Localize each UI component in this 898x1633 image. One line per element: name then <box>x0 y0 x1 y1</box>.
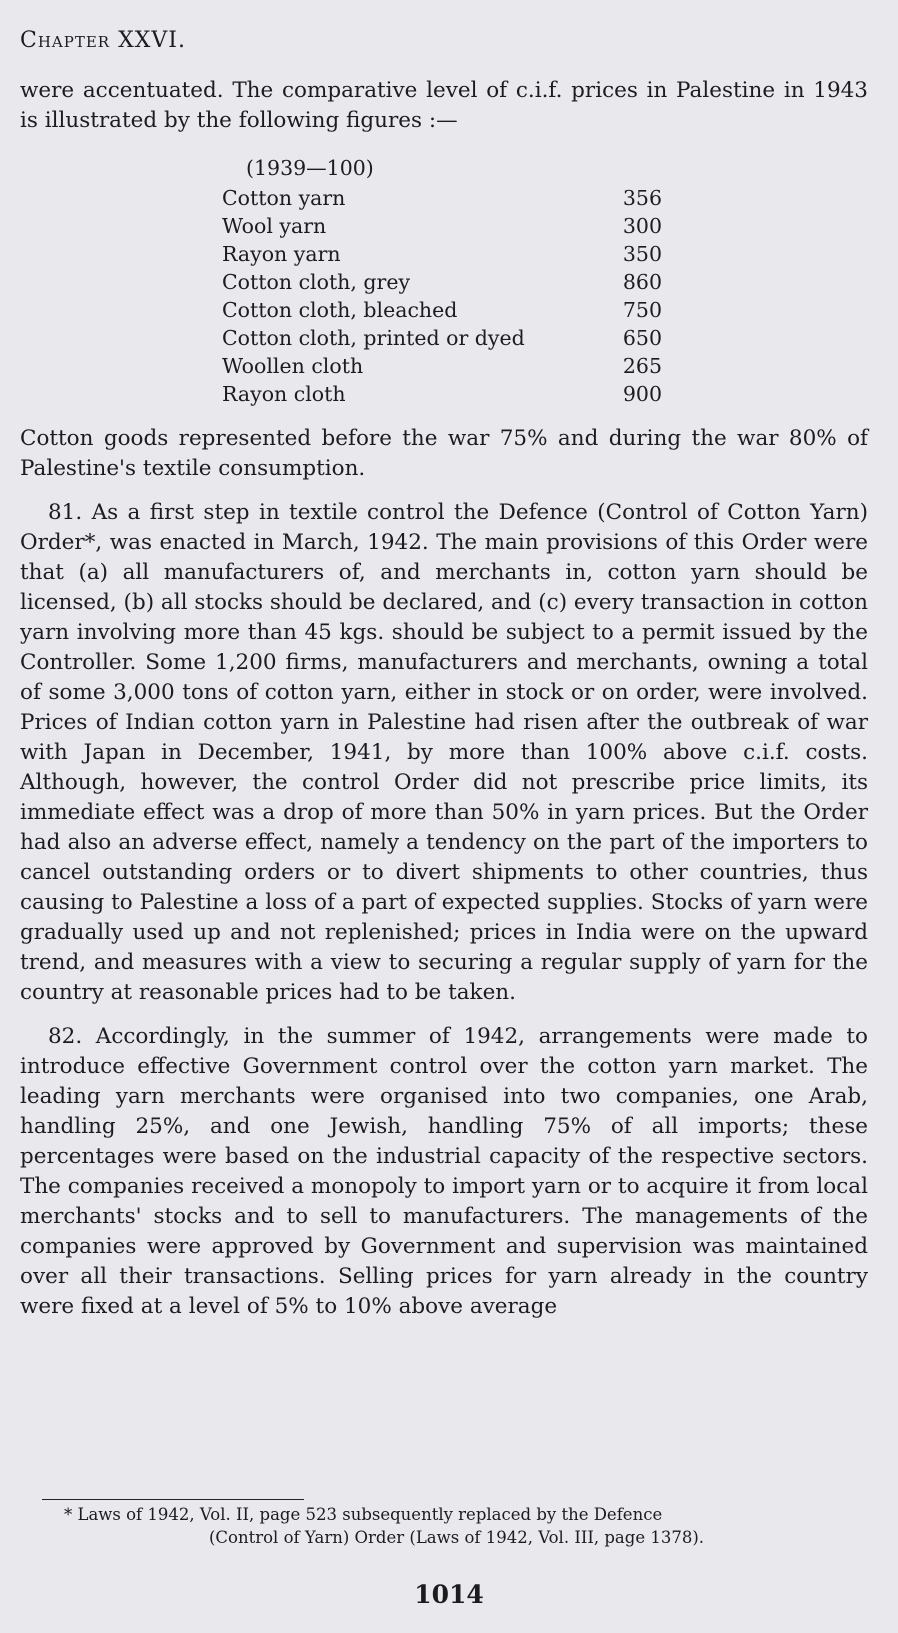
cotton-share-paragraph: Cotton goods represented before the war 75% and during the war 80% of Palestine's textile consumption. <box>20 426 868 481</box>
footnote-line-1: * Laws of 1942, Vol. II, page 523 subsequently replaced by the Defence <box>64 1505 663 1524</box>
table-value: 900 <box>622 382 662 406</box>
table-row <box>222 380 662 408</box>
paragraph-81: 81. As a first step in textile control the Defence (Control of Cotton Yarn) Order*, was enacted in March, 1942. The main provisions of this Order were that (a) all manufacturers of, and merchants in, cotton yarn should be licensed, (b) all stocks should be declared, and (c) every transaction in cotton yarn involving more than 45 kgs. should be subject to a permit issued by the Controller. Some 1,200 firms, manufacturers and merchants, owning a total of some 3,000 tons of cotton yarn, either in stock or on order, were involved. Prices of Indian cotton yarn in Palestine had risen after the outbreak of war with Japan in December, 1941, by more than 100% above c.i.f. costs. Although, however, the control Order did not prescribe price limits, its immediate effect was a drop of more than 50% in yarn prices. But the Order had also an adverse effect, namely a tendency on the part of the importers to cancel outstanding orders or to divert shipments to other countries, thus causing to Palestine a loss of a part of expected supplies. Stocks of yarn were gradually used up and not replenished; prices in India were on the upward trend, and measures with a view to securing a regular supply of yarn for the country at reasonable prices had to be taken. <box>20 500 869 1005</box>
table-value: 356 <box>622 186 662 210</box>
table-value: 650 <box>622 326 662 350</box>
table-value: 265 <box>622 354 662 378</box>
table-item: Cotton cloth, bleached <box>222 298 458 322</box>
table-row <box>222 296 662 324</box>
table-item: Cotton yarn <box>222 186 346 210</box>
table-item: Rayon yarn <box>222 242 341 266</box>
intro-text: were accentuated. The comparative level of c.i.f. prices in Palestine in 1943 is illustrated by the following figures :— <box>20 78 868 133</box>
page-number: 1014 <box>414 1580 484 1609</box>
price-index-table <box>222 152 662 408</box>
table-value: 750 <box>622 298 662 322</box>
table-item: Cotton cloth, grey <box>222 270 411 294</box>
table-value: 350 <box>622 242 662 266</box>
table-row <box>222 240 662 268</box>
table-value: 860 <box>622 270 662 294</box>
footnote <box>64 1503 849 1549</box>
footnote-line-2: (Control of Yarn) Order (Laws of 1942, Vol. III, page 1378). <box>208 1528 705 1547</box>
table-item: Cotton cloth, printed or dyed <box>222 326 525 350</box>
table-row <box>222 268 662 296</box>
table-row <box>222 184 662 212</box>
price-index-base: (1939—100) <box>246 156 374 180</box>
chapter-heading: Chapter XXVI. <box>20 28 186 53</box>
footnote-rule <box>42 1499 304 1500</box>
table-row <box>222 212 662 240</box>
table-value: 300 <box>622 214 662 238</box>
table-item: Rayon cloth <box>222 382 346 406</box>
intro-paragraph <box>20 76 868 136</box>
table-item: Woollen cloth <box>222 354 364 378</box>
table-item: Wool yarn <box>222 214 327 238</box>
table-row <box>222 352 662 380</box>
paragraph-82: 82. Accordingly, in the summer of 1942, arrangements were made to introduce effective Government control over the cotton yarn market. The leading yarn merchants were organised into two companies, one Arab, handling 25%, and one Jewish, handling 75% of all imports; these percentages were based on the industrial capacity of the respective sectors. The companies received a monopoly to import yarn or to acquire it from local merchants' stocks and to sell to manufacturers. The managements of the companies were approved by Government and supervision was maintained over all their transactions. Selling prices for yarn already in the country were fixed at a level of 5% to 10% above average <box>20 1024 868 1319</box>
main-text <box>20 424 868 1322</box>
table-row <box>222 324 662 352</box>
